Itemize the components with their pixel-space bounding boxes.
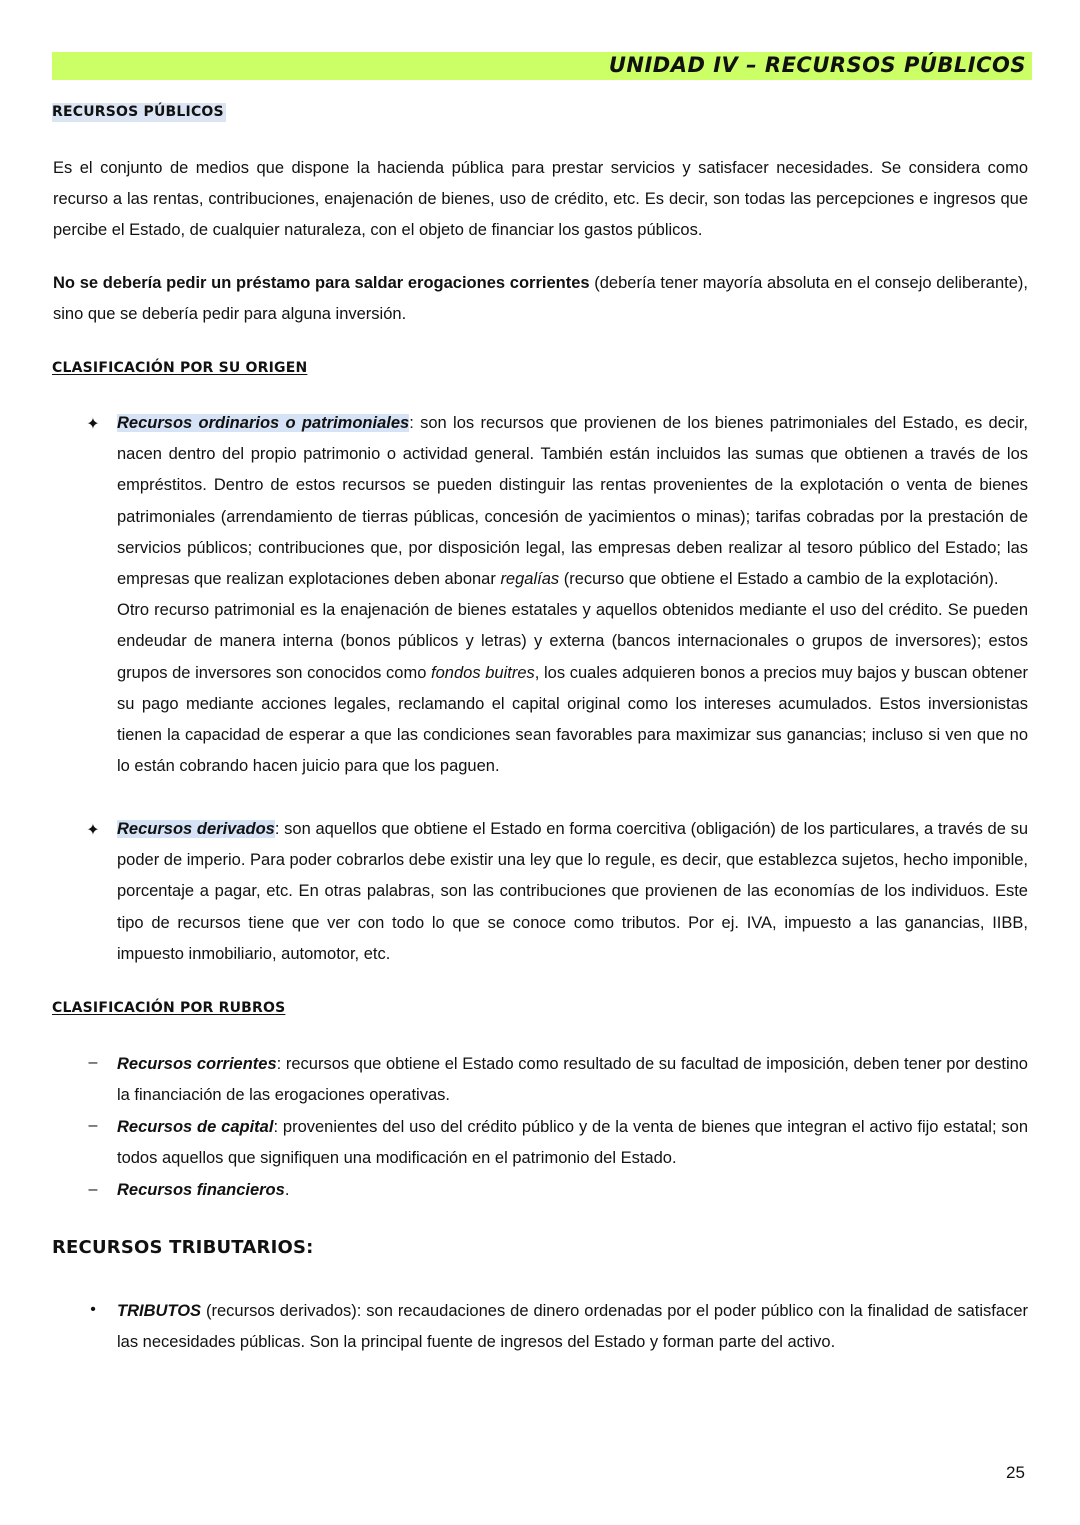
list-item-derivados: Recursos derivados: son aquellos que obtiene el Estado en forma coercitiva (obligación) de los particulares, a través de su poder de imperio. Para poder cobrarlos debe existir una ley que lo regule, es decir, que establezca sujetos, hecho imponible, porcentaje a pagar, etc. En otras palabras, son las contribuciones que provienen de las economías de los individuos. Este tipo de recursos tiene que ver con todo lo que se conoce como tributos. Por ej. IVA, impuesto a las ganancias, IIBB, impuesto inmobiliario, automotor, etc.	[117, 820, 1028, 963]
dot-bullet-icon: •	[90, 1301, 96, 1318]
dash-bullet-icon: –	[88, 1117, 98, 1134]
dash-bullet-icon: –	[88, 1054, 98, 1071]
section-heading-origen: CLASIFICACIÓN POR SU ORIGEN	[52, 360, 308, 376]
star-bullet-icon: ✦	[86, 822, 100, 839]
dash-bullet-icon: –	[88, 1181, 98, 1198]
loan-paragraph-rest: (debería tener mayoría absoluta en el consejo deliberante), sino que se debería pedir para alguna inversión.	[53, 274, 1028, 324]
section-heading-rubros: CLASIFICACIÓN POR RUBROS	[52, 1000, 286, 1016]
list-item-tributos: TRIBUTOS (recursos derivados): son recaudaciones de dinero ordenadas por el poder público con la finalidad de satisfacer las necesidades públicas. Son la principal fuente de ingresos del Estado y forman parte del activo.	[117, 1302, 1028, 1352]
section-heading-tributarios: RECURSOS TRIBUTARIOS:	[52, 1237, 314, 1258]
definition-paragraph: Es el conjunto de medios que dispone la hacienda pública para prestar servicios y satisfacer necesidades. Se considera como recurso a las rentas, contribuciones, enajenación de bienes, uso de crédito, etc. Es decir, son todas las percepciones e ingresos que percibe el Estado, de cualquier naturaleza, con el objeto de financiar los gastos públicos.	[53, 159, 1028, 240]
term-financieros: Recursos financieros	[117, 1181, 285, 1199]
list-item-financieros: Recursos financieros.	[117, 1181, 290, 1199]
term-ordinarios: Recursos ordinarios o patrimoniales	[117, 414, 410, 432]
term-capital: Recursos de capital	[117, 1118, 274, 1136]
page-number: 25	[1006, 1463, 1025, 1482]
list-item-ordinarios: Recursos ordinarios o patrimoniales: son los recursos que provienen de los bienes patrimoniales del Estado, es decir, nacen dentro del propio patrimonio o actividad general. También están incluidos las sumas que obtienen a través de los empréstitos. Dentro de estos recursos se pueden distinguir las rentas provenientes de la explotación o venta de bienes patrimoniales (arrendamiento de tierras públicas, concesión de yacimientos o minas); tarifas cobradas por la prestación de servicios públicos; contribuciones que, por disposición legal, las empresas deben realizar al tesoro público del Estado; las empresas que realizan explotaciones deben abonar regalías (recurso que obtiene el Estado a cambio de la explotación). Otro recurso patrimonial es la enajenación de bienes estatales y aquellos obtenidos mediante el uso del crédito. Se pueden endeudar de manera interna (bonos públicos y letras) y externa (bancos internacionales o grupos de inversores); estos grupos de inversores son conocidos como fondos buitres, los cuales adquieren bonos a precios muy bajos y buscan obtener su pago mediante acciones legales, reclamando el capital original como los intereses acumulados. Estos inversionistas tienen la capacidad de esperar a que las condiciones sean favorables para maximizar sus ganancias; incluso si ven que no lo están cobrando hacen juicio para que los paguen.	[117, 414, 1028, 776]
list-item-corrientes: Recursos corrientes: recursos que obtiene el Estado como resultado de su facultad de imposición, deben tener por destino la financiación de las erogaciones operativas.	[117, 1055, 1028, 1105]
loan-paragraph-bold: No se debería pedir un préstamo para saldar erogaciones corrientes	[53, 274, 590, 292]
term-regalias: regalías	[500, 570, 560, 589]
header-band	[52, 52, 1032, 80]
term-corrientes: Recursos corrientes	[117, 1055, 277, 1073]
loan-paragraph	[53, 268, 1028, 330]
term-fondos-buitres: fondos buitres	[431, 663, 535, 682]
section-heading-recursos-publicos: RECURSOS PÚBLICOS	[52, 104, 224, 120]
term-tributos: TRIBUTOS	[117, 1302, 202, 1320]
list-item-capital: Recursos de capital: provenientes del uso del crédito público y de la venta de bienes que integran el activo fijo estatal; son todos aquellos que signifiquen una modificación en el patrimonio del Estado.	[117, 1118, 1028, 1168]
unit-title: UNIDAD IV – RECURSOS PÚBLICOS	[608, 53, 1026, 77]
term-derivados: Recursos derivados	[117, 820, 275, 838]
star-bullet-icon: ✦	[86, 416, 100, 433]
